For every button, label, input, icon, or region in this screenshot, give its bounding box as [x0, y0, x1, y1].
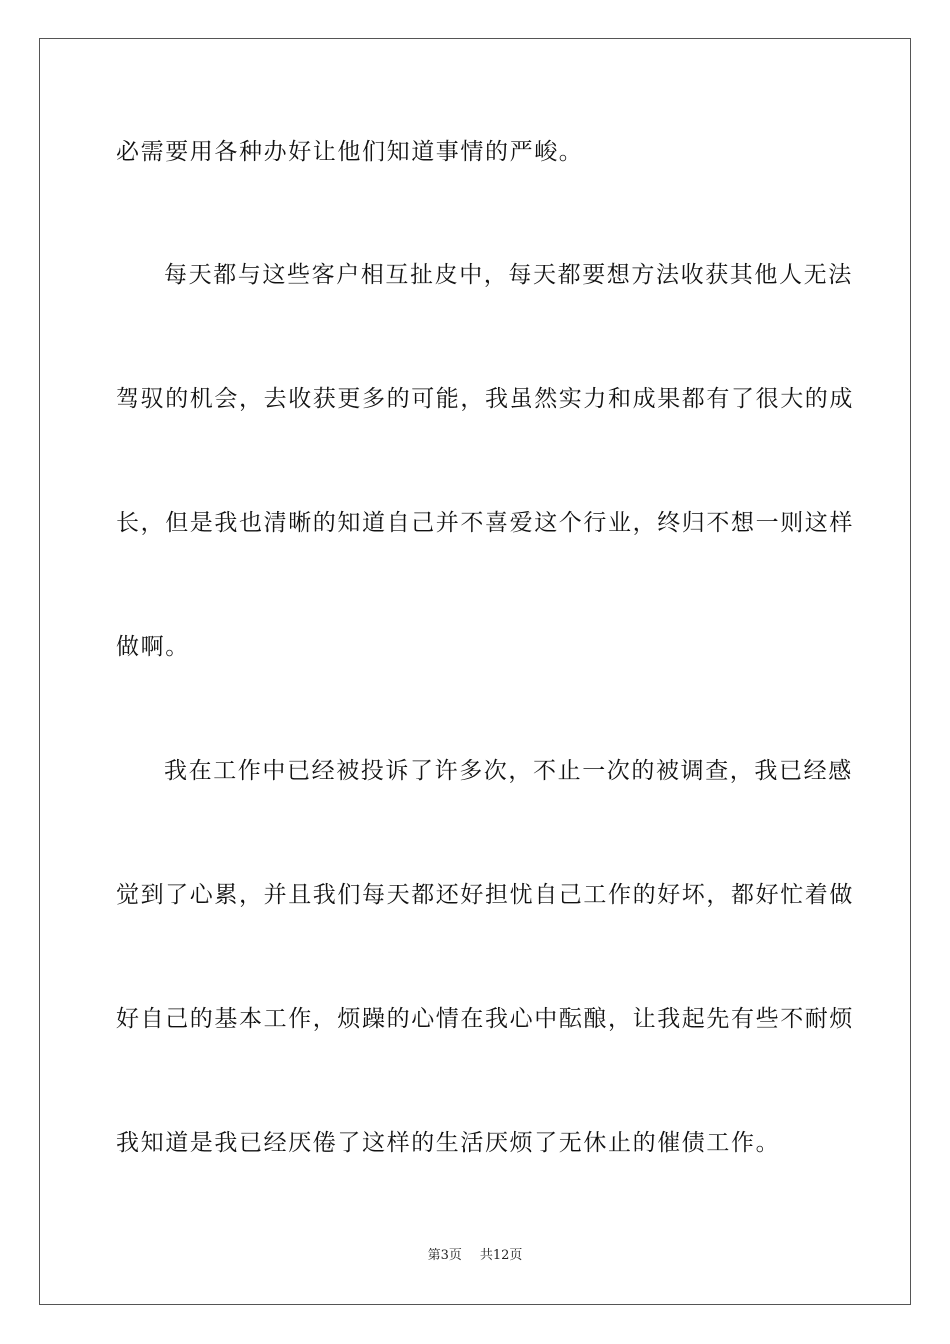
text-line: 做啊。 — [116, 634, 190, 660]
text-line: 必需要用各种办好让他们知道事情的严峻。 — [116, 139, 584, 165]
paragraph-first-line: 每天都与这些客户相互扯皮中，每天都要想方法收获其他人无法 — [164, 262, 853, 288]
text-line: 长，但是我也清晰的知道自己并不喜爱这个行业，终归不想一则这样 — [116, 510, 854, 536]
text-line: 驾驭的机会，去收获更多的可能，我虽然实力和成果都有了很大的成 — [116, 386, 854, 412]
paragraph-first-line: 我在工作中已经被投诉了许多次，不止一次的被调查，我已经感 — [164, 758, 853, 784]
page-number: 第3页 — [427, 1248, 462, 1263]
text-line: 我知道是我已经厌倦了这样的生活厌烦了无休止的催债工作。 — [116, 1130, 781, 1156]
text-line: 好自己的基本工作，烦躁的心情在我心中酝酿，让我起先有些不耐烦 — [116, 1006, 854, 1032]
page-footer — [0, 1247, 950, 1265]
page-total: 共12页 — [479, 1248, 523, 1263]
page-border — [39, 38, 911, 1305]
text-line: 觉到了心累，并且我们每天都还好担忧自己工作的好坏，都好忙着做 — [116, 882, 854, 908]
